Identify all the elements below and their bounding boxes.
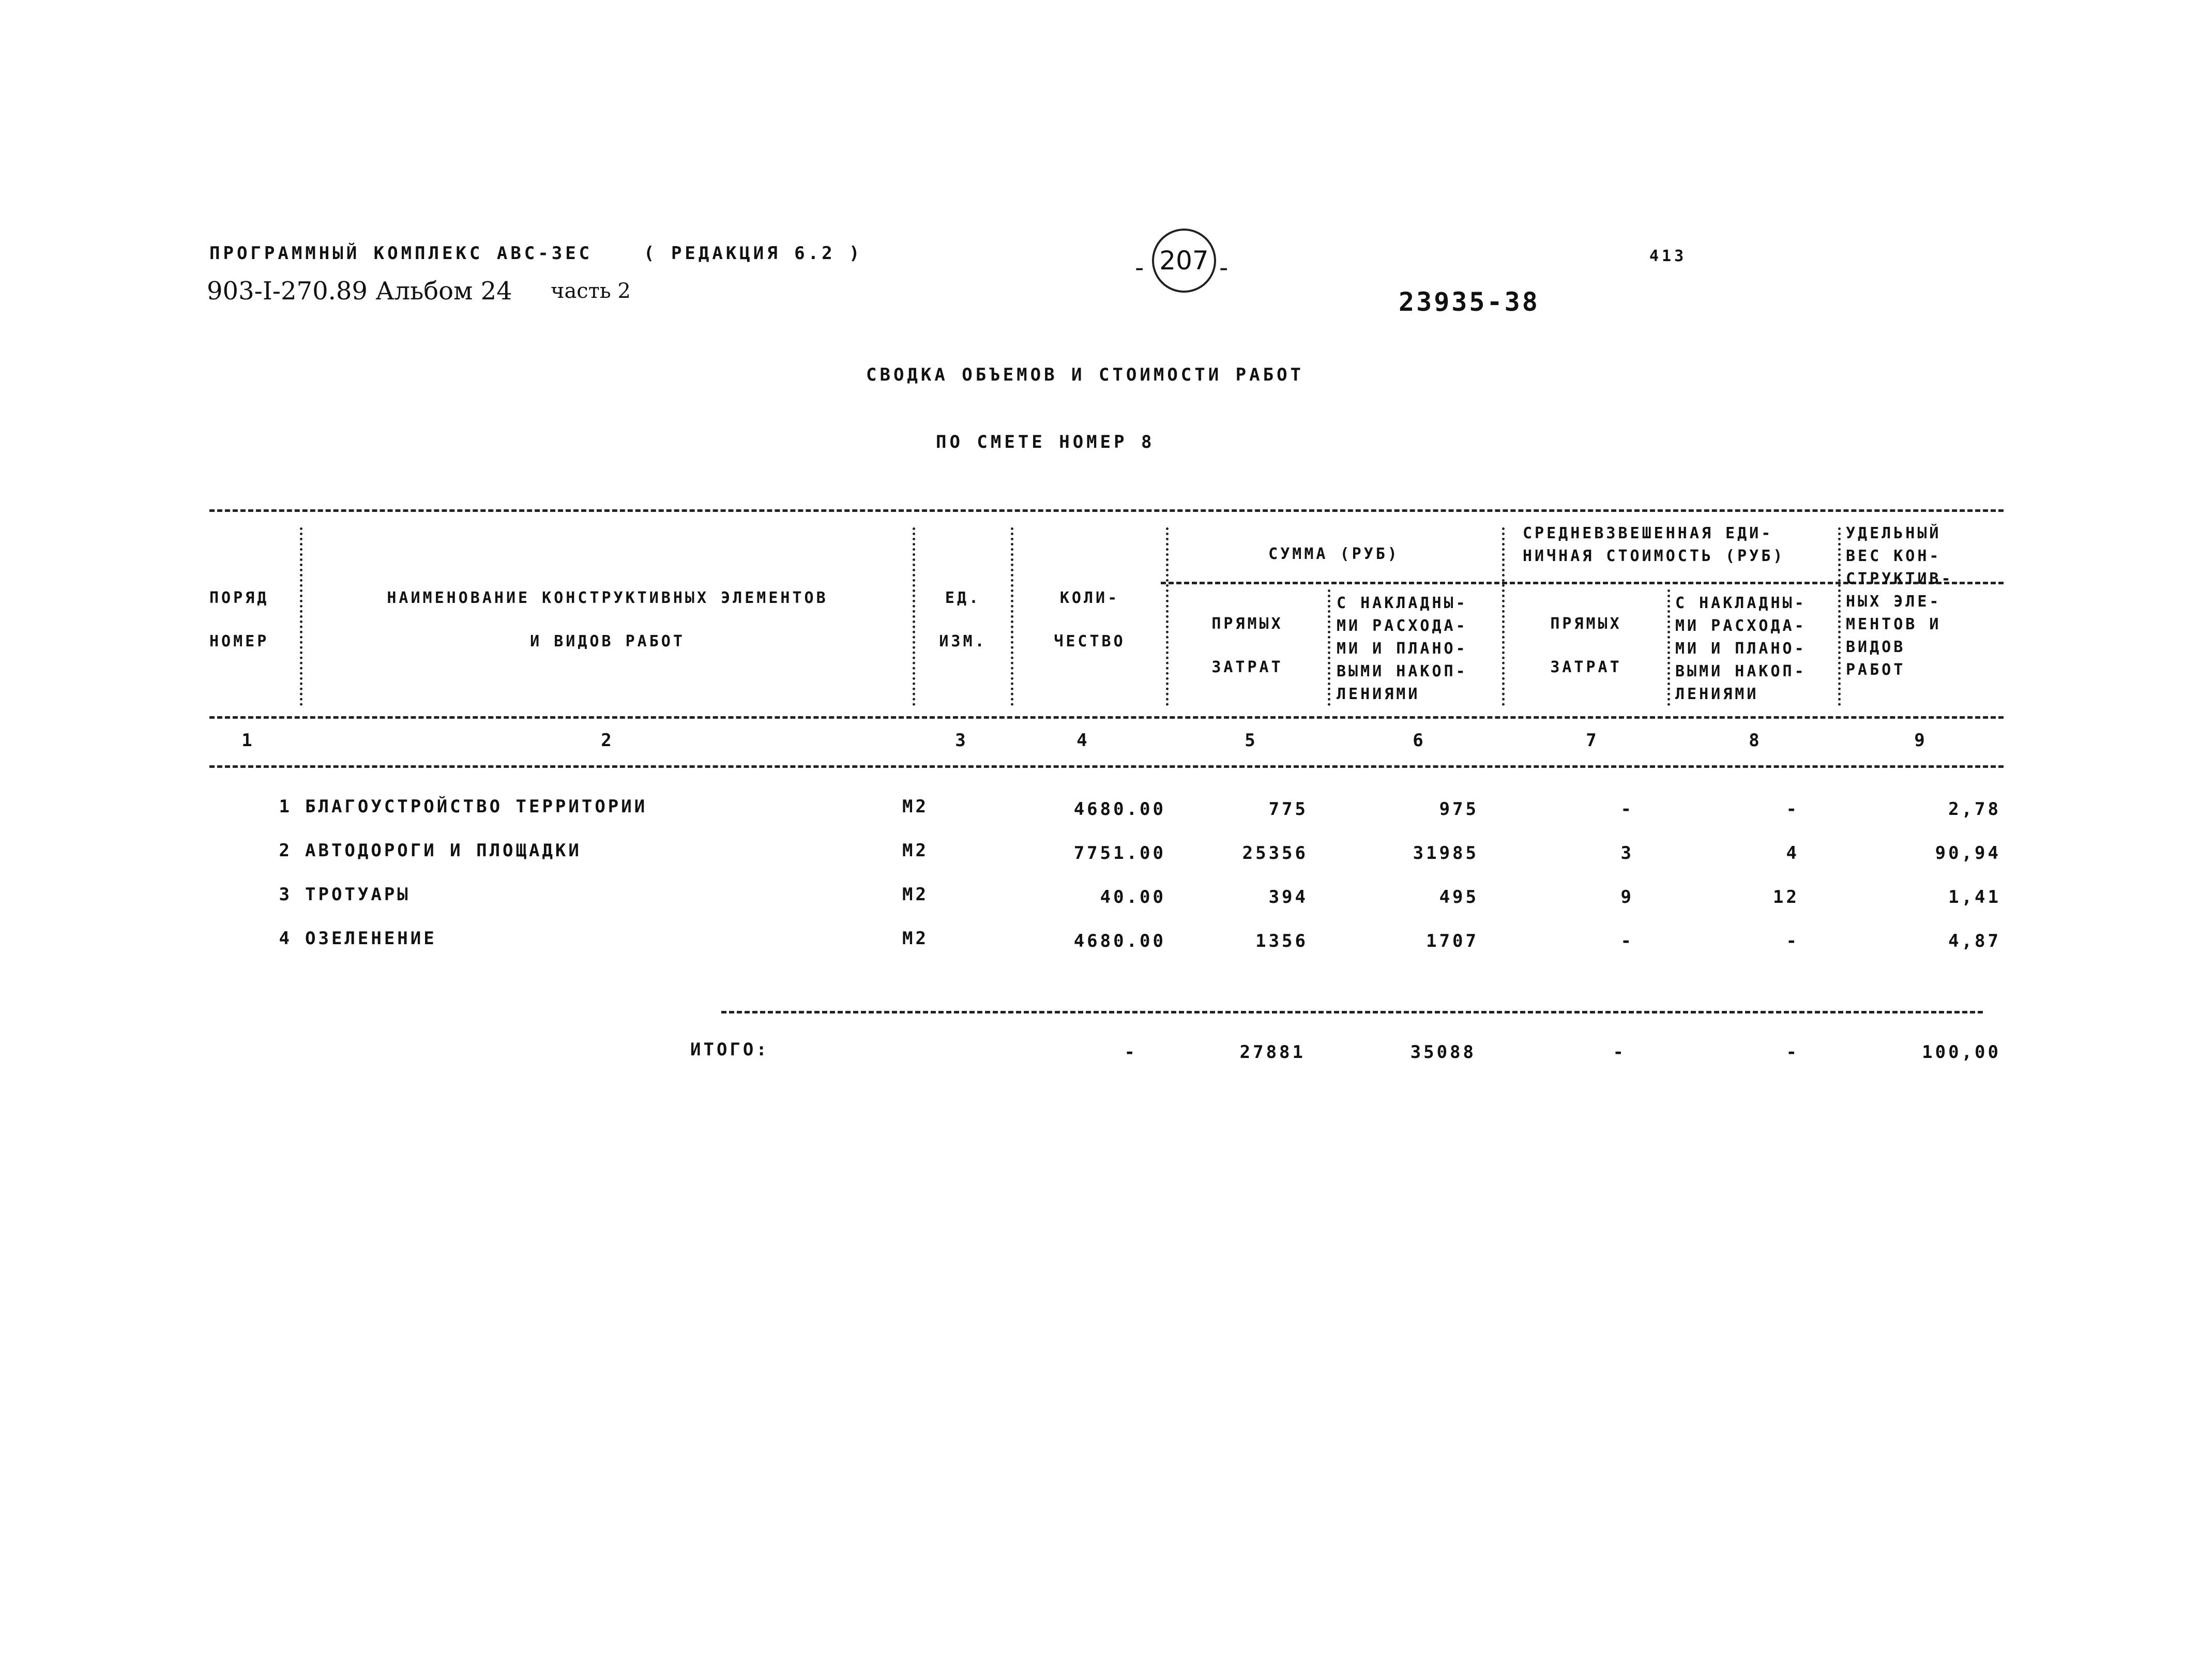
row-unit-overhead: 4 (1786, 843, 1799, 864)
colnum-6: 6 (1413, 730, 1426, 751)
row-share: 1,41 (1948, 887, 2001, 907)
row-number: 2 (279, 840, 292, 861)
col-separator (1011, 527, 1013, 706)
header-unit-group: СРЕДНЕВЗВЕШЕННАЯ ЕДИ- НИЧНАЯ СТОИМОСТЬ (РУБ) (1523, 524, 1785, 565)
row-quantity: 7751.00 (1073, 843, 1166, 864)
row-unit-overhead: - (1786, 799, 1799, 820)
row-name: ТРОТУАРЫ (305, 884, 411, 905)
header-col5: ПРЯМЫХ ЗАТРАТ (1211, 615, 1283, 676)
col-separator (1502, 527, 1505, 706)
col-separator (1838, 527, 1841, 706)
colnum-3: 3 (955, 730, 968, 751)
row-share: 4,87 (1948, 931, 2001, 951)
row-number: 3 (279, 884, 292, 905)
colnum-5: 5 (1245, 730, 1258, 751)
row-number: 4 (279, 928, 292, 949)
header-col6: С НАКЛАДНЫ- МИ РАСХОДА- МИ И ПЛАНО- ВЫМИ НАКОП- ЛЕНИЯМИ (1337, 594, 1468, 703)
total-label: ИТОГО: (690, 1039, 769, 1060)
row-direct-cost: 25356 (1242, 843, 1308, 864)
row-direct-cost: 1356 (1255, 931, 1308, 951)
row-unit-overhead: 12 (1773, 887, 1799, 907)
total-share: 100,00 (1922, 1042, 2001, 1063)
colnum-2: 2 (601, 730, 614, 751)
row-overhead-cost: 31985 (1413, 843, 1479, 864)
total-unit-direct: - (1613, 1042, 1626, 1063)
program-name: ПРОГРАММНЫЙ КОМПЛЕКС АВС-3ЕС (209, 243, 593, 264)
row-unit-overhead: - (1786, 931, 1799, 951)
report-title: СВОДКА ОБЪЕМОВ И СТОИМОСТИ РАБОТ (866, 365, 1305, 385)
document-code: 23935-38 (1399, 287, 1540, 317)
row-share: 2,78 (1948, 799, 2001, 820)
row-unit-direct: 9 (1620, 887, 1634, 907)
header-col4: КОЛИ- ЧЕСТВО (1054, 589, 1126, 650)
row-unit: М2 (902, 884, 929, 905)
page-number: 207 (1159, 246, 1209, 276)
col-separator (300, 527, 302, 706)
table-top-rule (209, 509, 2004, 512)
row-unit: М2 (902, 840, 929, 861)
document-reference: 903-I-270.89 Альбом 24 (207, 277, 512, 306)
colnum-7: 7 (1586, 730, 1599, 751)
col-separator (1667, 589, 1670, 706)
row-unit-direct: - (1620, 799, 1634, 820)
row-unit-direct: 3 (1620, 843, 1634, 864)
header-col3: ЕД. ИЗМ. (939, 589, 987, 650)
row-name: АВТОДОРОГИ И ПЛОЩАДКИ (305, 840, 582, 861)
page-dash-right: - (1219, 253, 1229, 282)
header-sum-group: СУММА (РУБ) (1268, 545, 1400, 563)
header-col7: ПРЯМЫХ ЗАТРАТ (1550, 615, 1622, 676)
row-unit-direct: - (1620, 931, 1634, 951)
total-direct-cost: 27881 (1239, 1042, 1306, 1063)
row-name: БЛАГОУСТРОЙСТВО ТЕРРИТОРИИ (305, 796, 648, 817)
row-number: 1 (279, 796, 292, 817)
row-quantity: 4680.00 (1073, 799, 1166, 820)
numbers-bottom-rule (209, 765, 2004, 768)
col-separator (1166, 527, 1169, 706)
colnum-1: 1 (241, 730, 255, 751)
page-dash-left: - (1135, 253, 1144, 282)
sheet-number: 413 (1649, 247, 1687, 265)
colnum-9: 9 (1914, 730, 1928, 751)
row-unit: М2 (902, 928, 929, 949)
total-rule (721, 1011, 1983, 1013)
colnum-8: 8 (1749, 730, 1762, 751)
page-number-circle (1152, 229, 1216, 293)
row-unit: М2 (902, 796, 929, 817)
row-direct-cost: 394 (1268, 887, 1308, 907)
total-unit-overhead: - (1786, 1042, 1799, 1063)
header-col9: УДЕЛЬНЫЙ ВЕС КОН- СТРУКТИВ- НЫХ ЭЛЕ- МЕНТОВ И ВИДОВ РАБОТ (1846, 524, 1953, 679)
row-name: ОЗЕЛЕНЕНИЕ (305, 928, 437, 949)
row-direct-cost: 775 (1268, 799, 1308, 820)
row-overhead-cost: 975 (1439, 799, 1479, 820)
header-bottom-rule (209, 716, 2004, 719)
row-overhead-cost: 1707 (1426, 931, 1479, 951)
row-share: 90,94 (1935, 843, 2001, 864)
row-quantity: 40.00 (1100, 887, 1166, 907)
report-subtitle: ПО СМЕТЕ НОМЕР 8 (936, 432, 1155, 452)
total-overhead-cost: 35088 (1410, 1042, 1476, 1063)
header-col2: НАИМЕНОВАНИЕ КОНСТРУКТИВНЫХ ЭЛЕМЕНТОВ И ВИДОВ РАБОТ (387, 589, 828, 650)
row-quantity: 4680.00 (1073, 931, 1166, 951)
header-col1: ПОРЯД НОМЕР (209, 589, 269, 650)
edition-label: ( РЕДАКЦИЯ 6.2 ) (644, 243, 863, 264)
col-separator (913, 527, 915, 706)
row-overhead-cost: 495 (1439, 887, 1479, 907)
header-col8: С НАКЛАДНЫ- МИ РАСХОДА- МИ И ПЛАНО- ВЫМИ НАКОП- ЛЕНИЯМИ (1675, 594, 1807, 703)
document-part: часть 2 (551, 279, 631, 303)
total-quantity: - (1124, 1042, 1138, 1063)
col-separator (1328, 589, 1330, 706)
colnum-4: 4 (1076, 730, 1090, 751)
